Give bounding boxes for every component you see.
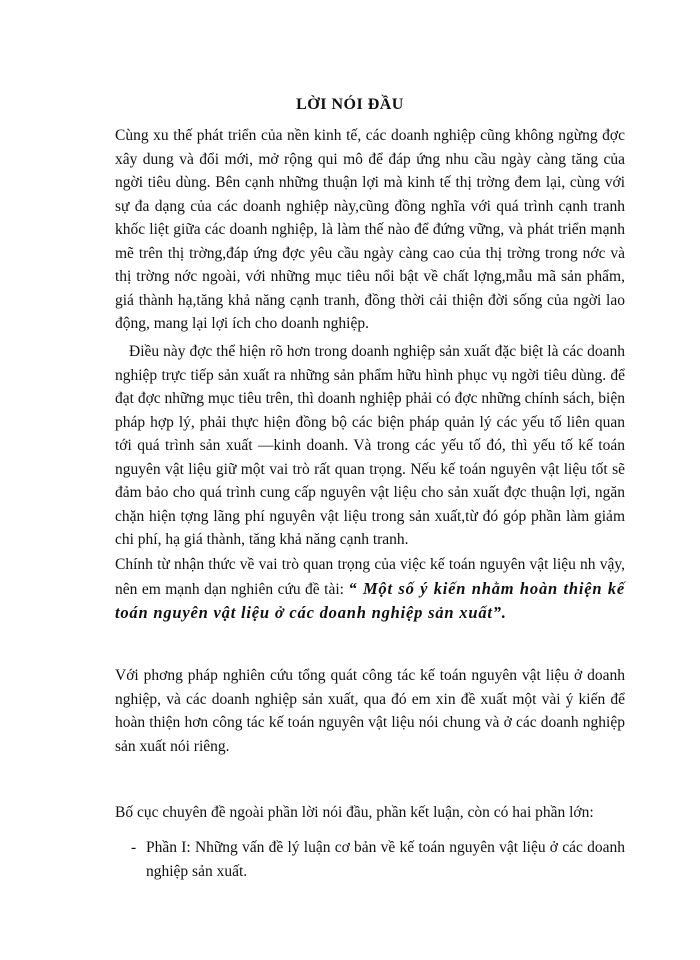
paragraph-topic [115, 553, 625, 626]
paragraph-intro: Cùng xu thế phát triển của nền kinh tế, các doanh nghiệp cũng không ngừng đợc xây dung và đổi mới, mở rộng qui mô để đáp ứng nhu cầu ngày càng tăng của ngời tiêu dùng. Bên cạnh những thuận lợi mà kinh tế thị trờng đem lại, cùng với sự đa dạng của các doanh nghiệp này,cũng đồng nghĩa với quá trình cạnh tranh khốc liệt giữa các doanh nghiệp, là làm thế nào để đứng vững, và phát triển mạnh mẽ trên thị trờng,đáp ứng đợc yêu cầu ngày càng cao của thị trờng trong nớc và thị trờng nớc ngoài, với những mục tiêu nổi bật về chất lợng,mẫu mã sản phẩm, giá thành hạ,tăng khả năng cạnh tranh, đồng thời cải thiện đời sống của ngời lao động, mang lại lợi ích cho doanh nghiệp. [115, 127, 625, 332]
research-topic-title: “ Một số ý kiến nhằm hoàn thiện kế toán nguyên vật liệu ở các doanh nghiệp sản xuất”. [115, 578, 625, 622]
page-title: LỜI NÓI ĐẦU [296, 96, 404, 113]
structure-list [115, 836, 625, 883]
list-bullet: - [131, 839, 137, 856]
list-item [115, 836, 625, 883]
paragraph-context [115, 340, 625, 552]
paragraph-structure: Bố cục chuyên đề ngoài phần lời nói đầu, phần kết luận, còn có hai phần lớn: [115, 804, 594, 821]
list-item-text: Phần I: Những vấn đề lý luận cơ bản về kế toán nguyên vật liệu ở các doanh nghiệp sản xuất. [146, 839, 625, 880]
paragraph-method: Với phơng pháp nghiên cứu tổng quát công tác kế toán nguyên vật liệu ở doanh nghiệp, và các doanh nghiệp sản xuất, qua đó em xin đề xuất một vài ý kiến để hoàn thiện hơn công tác kế toán nguyên vật liệu nói chung và ở các doanh nghiệp sản xuất nói riêng. [115, 667, 625, 755]
paragraph-context-text: Điều này đợc thể hiện rõ hơn trong doanh nghiệp sản xuất đặc biệt là các doanh nghiệp trực tiếp sản xuất ra những sản phẩm hữu hình phục vụ ngời tiêu dùng. để đạt đợc những mục tiêu trên, thì doanh nghiệp phải có đợc những chính sách, biện pháp hợp lý, phải thực hiện đồng bộ các biện pháp quản lý các yếu tố liên quan tới quá trình sản xuất —kinh doanh. Và trong các yếu tố đó, thì yếu tố kế toán nguyên vật liệu giữ một vai trò rất quan trọng. Nếu kế toán nguyên vật liệu tốt sẽ đảm bảo cho quá trình cung cấp nguyên vật liệu cho sản xuất đợc thuận lợi, ngăn chặn hiện tợng lãng phí nguyên vật liệu trong sản xuất,từ đó góp phần làm giảm chi phí, hạ giá thành, tăng khả năng cạnh tranh. [115, 343, 625, 548]
paragraph-topic-intro: Chính từ nhận thức về vai trò quan trọng của việc kế toán nguyên vật liệu nh vậy, nên em mạnh dạn nghiên cứu đề tài: [115, 556, 625, 598]
